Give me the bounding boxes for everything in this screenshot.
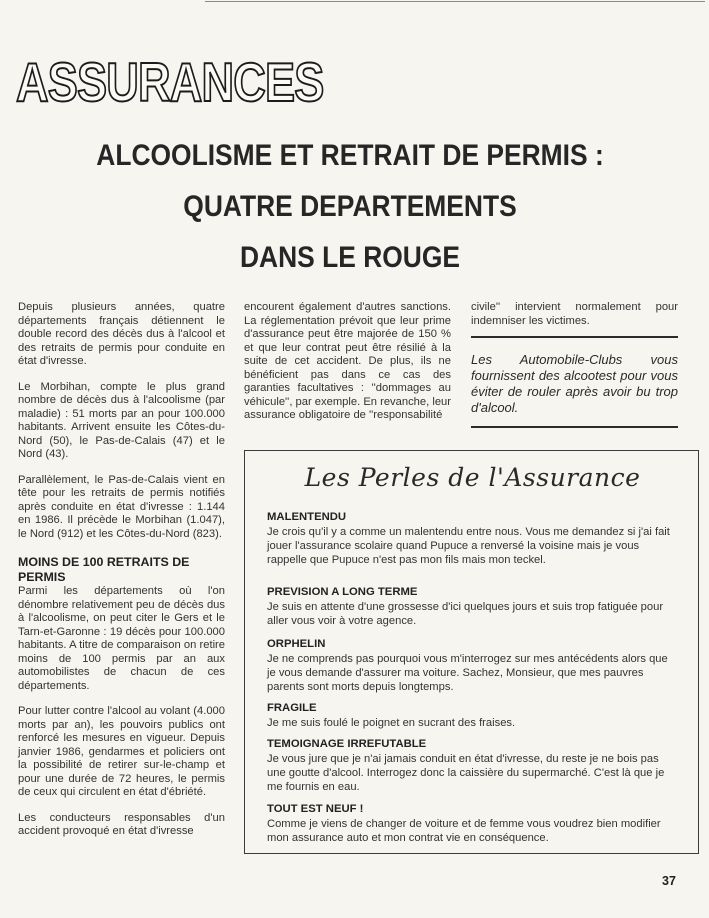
quote-top-rule <box>471 336 678 338</box>
pearl-text: Je suis en attente d'une grossesse d'ici quelques jours et suis trop fatiguée pour aller vous voir à votre agence. <box>267 600 664 627</box>
pearl-item <box>267 511 677 567</box>
pearl-heading: FRAGILE <box>267 702 317 714</box>
pearl-text: Je ne comprends pas pourquoi vous m'interrogez sur mes antécédents alors que je vous demande d'assurer ma voiture. Sachez, Monsieur, que mes pauvres parents sont morts depuis longtemps. <box>267 652 668 693</box>
pearl-heading: PREVISION A LONG TERME <box>267 586 418 598</box>
headline-line-1: ALCOOLISME ET RETRAIT DE PERMIS : <box>96 139 604 172</box>
article-column-3 <box>471 301 678 428</box>
headline-line-3: DANS LE ROUGE <box>239 241 461 274</box>
pearl-heading: MALENTENDU <box>267 511 347 523</box>
section-title: ASSURANCES <box>16 51 324 113</box>
pearl-item <box>267 702 677 730</box>
pearl-item <box>267 738 677 794</box>
pull-quote: Les Automobile-Clubs vous fournissent des alcootest pour vous éviter de rouler après avoir bu trop d'alcool. <box>471 352 678 415</box>
pearl-text: Je me suis foulé le poignet en sucrant des fraises. <box>267 716 516 729</box>
page-number: 37 <box>662 874 676 888</box>
article-paragraph: Les conducteurs responsables d'un accident provoqué en état d'ivresse <box>18 811 225 837</box>
pearls-box <box>244 450 699 854</box>
article-column-1 <box>18 301 225 851</box>
pearl-text: Je vous jure que je n'ai jamais conduit en état d'ivresse, du reste je ne bois pas une goutte d'alcool. Interrogez donc la caissière du supermarché. C'est là que je me fournis en eau. <box>267 752 665 793</box>
pearl-item <box>267 638 677 694</box>
pearl-item <box>267 803 677 845</box>
pearls-box-title: Les Perles de l'Assurance <box>304 463 641 492</box>
pearl-heading: TOUT EST NEUF ! <box>267 803 364 815</box>
article-paragraph: Parallèlement, le Pas-de-Calais vient en tête pour les retraits de permis notifiés après conduite en état d'ivresse : 1.144 en 1986. Il précède le Morbihan (1.047), le Nord (912) et les Côtes-du-Nord (823). <box>18 473 225 540</box>
headline-line-2: QUATRE DEPARTEMENTS <box>183 190 517 223</box>
top-rule <box>205 1 705 2</box>
pearl-heading: ORPHELIN <box>267 638 326 650</box>
pearl-item <box>267 586 677 628</box>
article-paragraph: civile'' intervient normalement pour indemniser les victimes. <box>471 301 678 327</box>
article-column-2 <box>244 301 451 435</box>
article-paragraph: Parmi les départements où l'on dénombre relativement peu de décès dus à l'alcoolisme, on peut citer le Gers et le Tarn-et-Garonne : 19 décès pour 100.000 habitants. A titre de comparaison on retire moins de 100 permis par an aux automobilistes de chacun de ces départements. <box>18 585 225 692</box>
article-paragraph: Le Morbihan, compte le plus grand nombre de décès dus à l'alcoolisme (par maladie) : 51 morts par an pour 100.000 habitants. Arrivent ensuite les Côtes-du-Nord (50), le Pas-de-Calais (47) et le Nord (43). <box>18 380 225 460</box>
pearl-text: Comme je viens de changer de voiture et de femme vous voudrez bien modifier mon assurance auto et mon contrat vie en conséquence. <box>267 817 661 844</box>
pearl-text: Je crois qu'il y a comme un malentendu entre nous. Vous me demandez si j'ai fait jouer l'assurance scolaire quand Pupuce a renversé la voisine mais je vous rappelle que Pupuce n'est pas mon fils mais mon teckel. <box>267 525 670 566</box>
article-paragraph: encourent également d'autres sanctions. La réglementation prévoit que leur prime d'assurance peut être majorée de 150 % et que leur contrat peut être résilié à la suite de cet accident. De plus, ils ne bénéficient pas dans ce cas des garanties facultatives : ''dommages au véhicule'', par exemple. En revanche, leur assurance obligatoire de ''responsabilité <box>244 301 452 421</box>
quote-bottom-rule <box>471 426 678 428</box>
article-paragraph: Depuis plusieurs années, quatre départements français détiennent le double record des décès dus à l'alcool et des retraits de permis pour conduite en état d'ivresse. <box>18 301 225 367</box>
pearl-heading: TEMOIGNAGE IRREFUTABLE <box>267 738 427 750</box>
article-paragraph: Pour lutter contre l'alcool au volant (4.000 morts par an), les pouvoirs publics ont renforcé les mesures en vigueur. Depuis janvier 1986, gendarmes et policiers ont la possibilité de retirer sur-le-champ et pour une durée de 72 heures, le permis de ceux qui circulent en état d'ébriété. <box>18 705 225 798</box>
article-subheading: MOINS DE 100 RETRAITS DE PERMIS <box>18 555 190 584</box>
